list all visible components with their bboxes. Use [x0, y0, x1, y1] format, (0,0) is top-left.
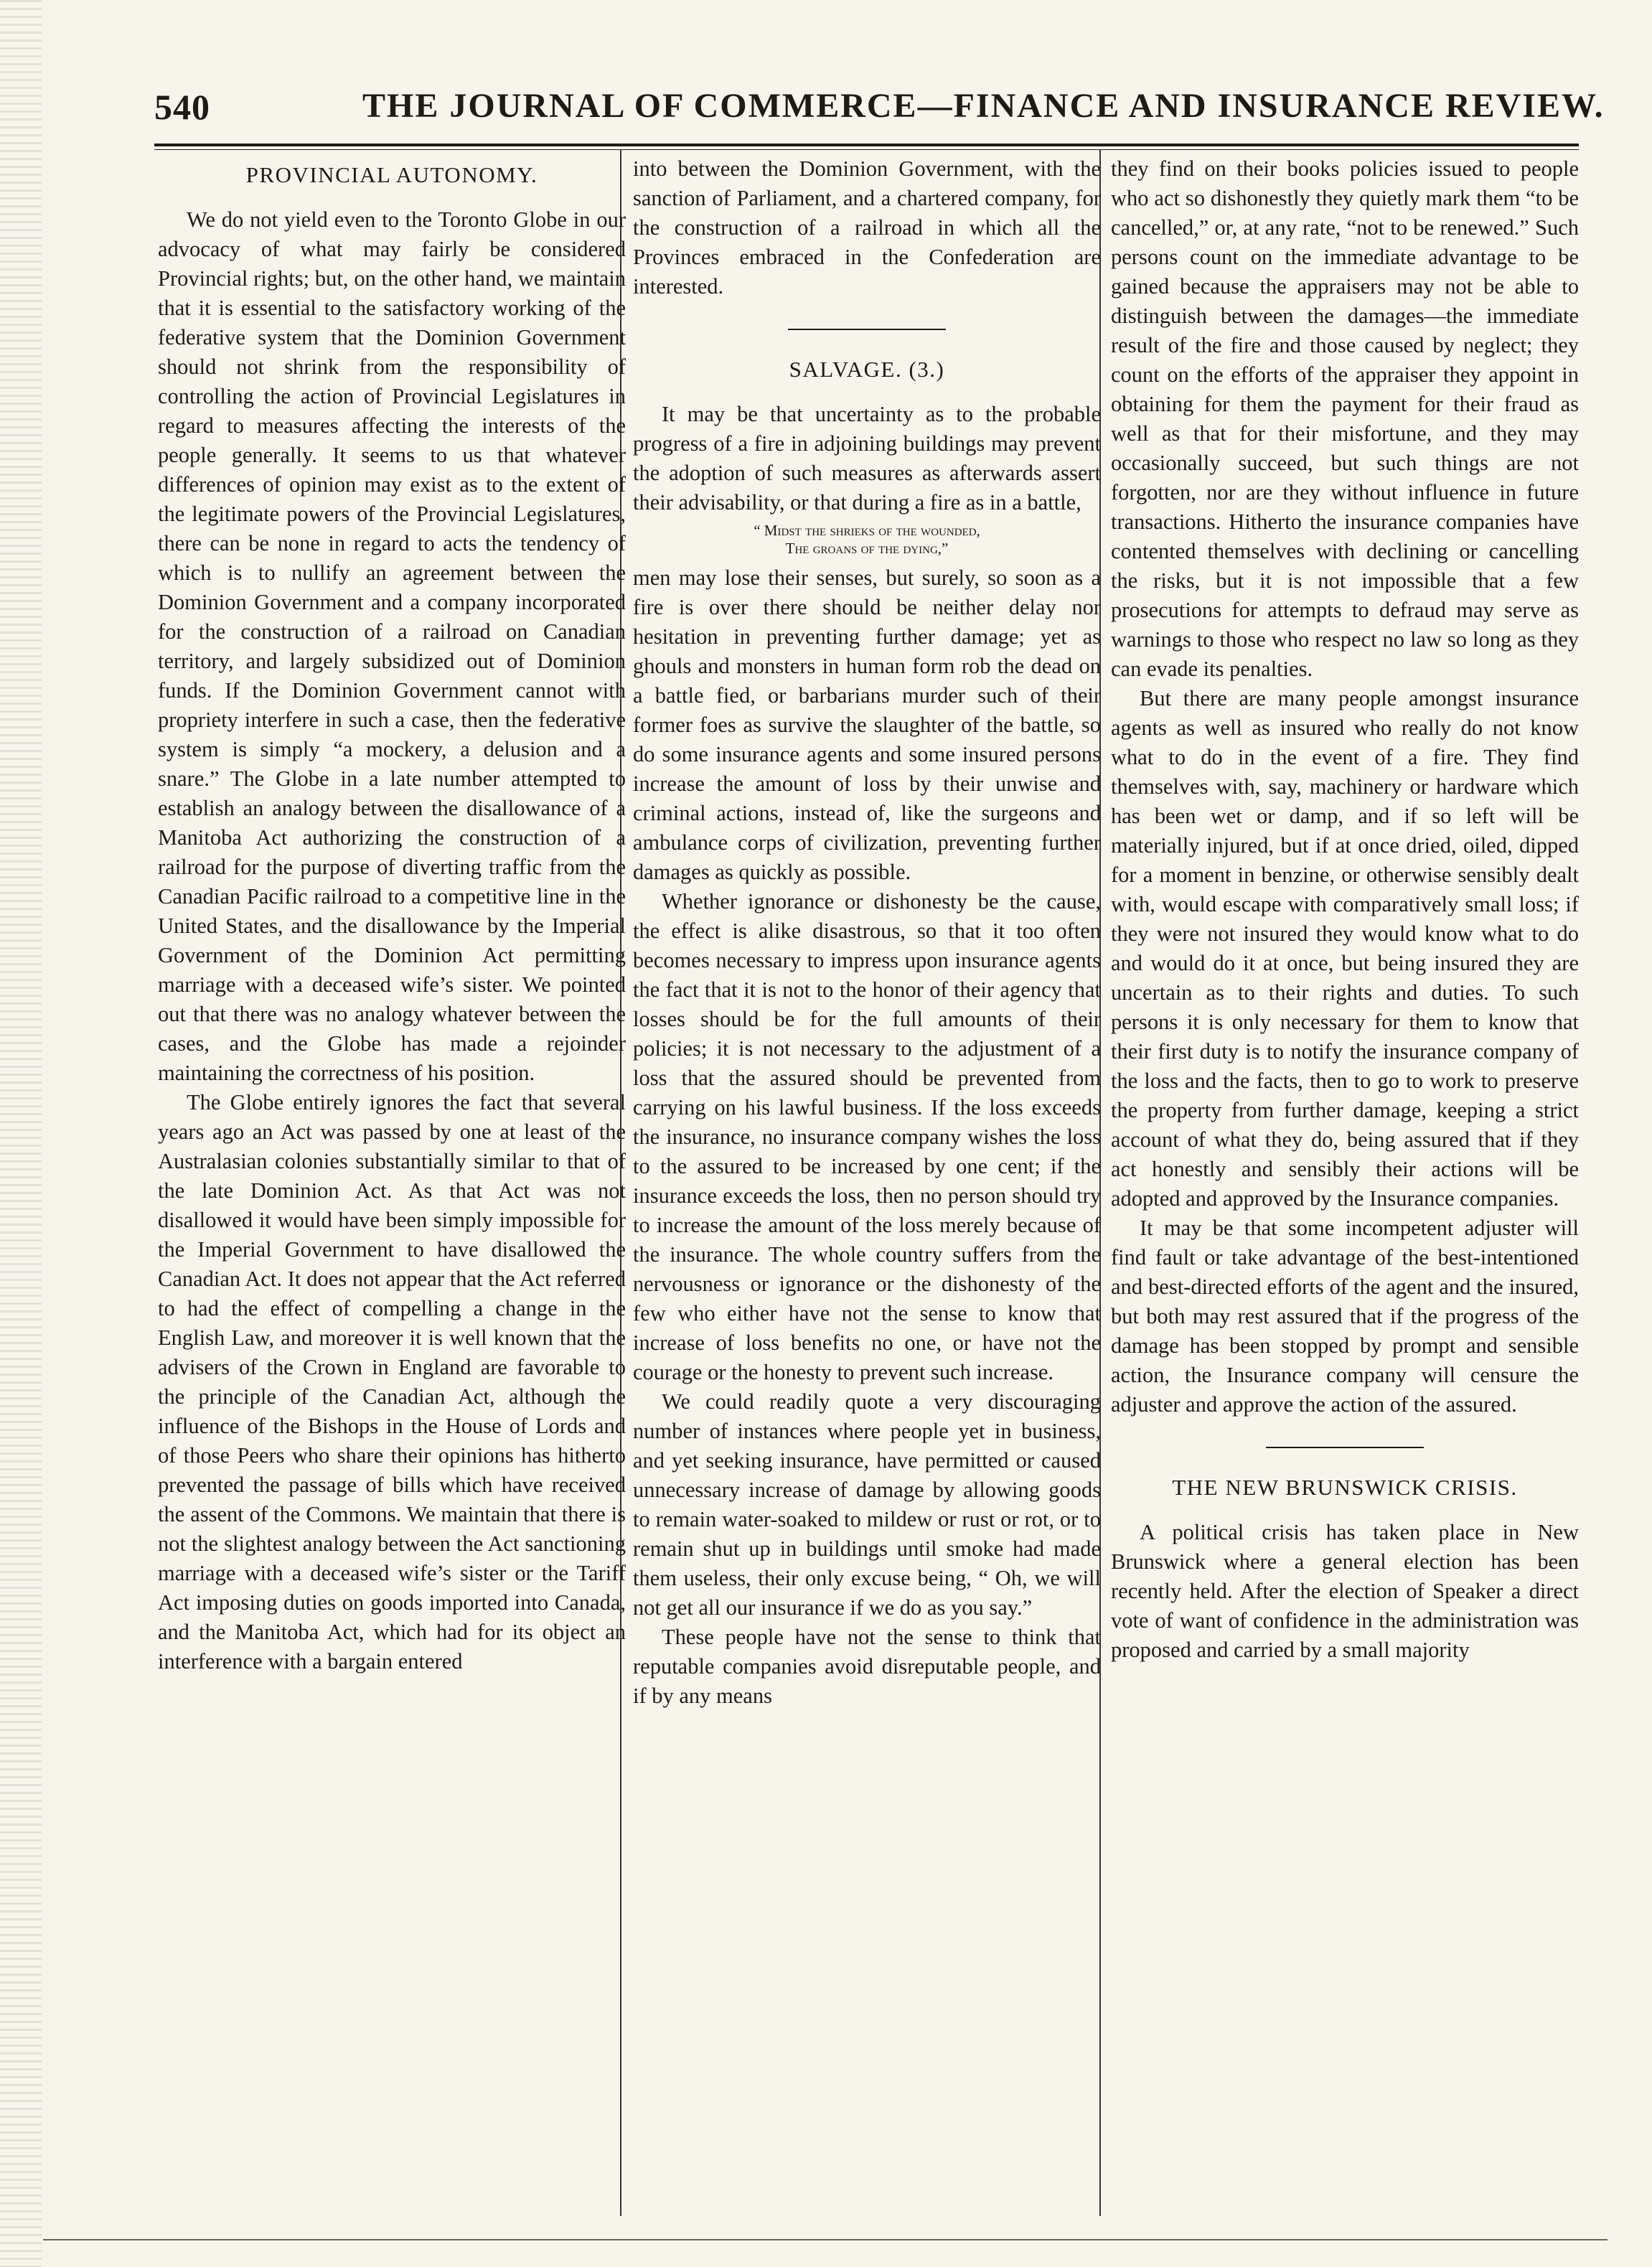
article-paragraph: they find on their books policies issued to people who act so dishonestly they quietly mark them “to be cancelled,” or, at any rate, “not to be renewed.” Such persons count on the immediate advantage to be gained because the appraisers may not be able to distinguish between the damages—the immediate result of the fire and those caused by neglect; they count on the efforts of the appraiser they appoint in obtaining for them the payment for their fraud as well as that for their misfortune, and they may occasionally succeed, but such things are not forgotten, nor are they without influence in future transactions. Hitherto the insurance companies have contented themselves with declining or cancelling the risks, but it is not impossible that a few prosecutions for attempts to defraud may serve as warnings to those who respect no law so long as they can evade its penalties. [1111, 156, 1579, 681]
article-title-salvage: SALVAGE. (3.) [789, 357, 945, 382]
article-title-provincial-autonomy: PROVINCIAL AUTONOMY. [245, 162, 538, 187]
article-paragraph: We do not yield even to the Toronto Globe in our advocacy of what may fairly be considered Provincial rights; but, on the other hand, we maintain that it is essential to the satisfactory working of the federative system that the Dominion Government should not shrink from the responsibility of controlling the action of Provincial Legislatures in regard to measures affecting the interests of the people generally. It seems to us that whatever differences of opinion may exist as to the extent of the legitimate powers of the Provincial Legislatures, there can be none in regard to acts the tendency of which is to nullify an agreement between the Dominion Government and a company incorporated for the construction of a railroad on Canadian territory, and largely subsidized out of Dominion funds. If the Dominion Government cannot with propriety interfere in such a case, then the federative system is simply “a mockery, a delusion and a snare.” The Globe in a late number attempted to establish an analogy between the disallowance of a Manitoba Act authorizing the construction of a railroad for the purpose of diverting traffic from the Canadian Pacific railroad to a competitive line in the United States, and the disallowance by the Imperial Government of the Dominion Act permitting marriage with a deceased wife’s sister. We pointed out that there was no analogy whatever between the cases, and the Globe has made a rejoinder maintaining the correctness of his position. [158, 207, 626, 1085]
article-paragraph: Whether ignorance or dishonesty be the cause, the effect is alike disastrous, so that it too often becomes necessary to impress upon insurance agents the fact that it is not to the honor of their agency that losses should be for the full amounts of their policies; it is not necessary to the adjustment of a loss that the assured should be prevented from carrying on his lawful business. If the loss exceeds the insurance, no insurance company wishes the loss to the assured to be increased by one cent; if the insurance exceeds the loss, then no person should try to increase the amount of the loss merely because of the insurance. The whole country suffers from the nervousness or ignorance or the dishonesty of the few who either have not the sense to know that increase of loss benefits no one, or have not the courage or the honesty to prevent such increase. [633, 889, 1101, 1384]
page-header [154, 80, 1605, 138]
verse-quotation [633, 522, 1101, 558]
article-paragraph: The Globe entirely ignores the fact that several years ago an Act was passed by one at least of the Australasian colonies substantially similar to that of the late Dominion Act. As that Act was not disallowed it would have been simply impossible for the Imperial Government to have disallowed the Canadian Act. It does not appear that the Act referred to had the effect of compelling a change in the English Law, and moreover it is well known that the advisers of the Crown in England are favorable to the principle of the Canadian Act, although the influence of the Bishops in the House of Lords and of those Peers who share their opinions has hitherto prevented the passage of bills which have received the assent of the Commons. We maintain that there is not the slightest analogy between the Act sanctioning marriage with a deceased wife’s sister or the Tariff Act imposing duties on goods imported into Canada, and the Manitoba Act, which had for its object an interference with a bargain entered [158, 1090, 626, 1674]
article-paragraph: A political crisis has taken place in New Brunswick where a general election has been recently held. After the election of Speaker a direct vote of want of confidence in the administration was proposed and carried by a small majority [1111, 1520, 1579, 1662]
section-separator [1266, 1447, 1424, 1448]
article-paragraph: But there are many people amongst insurance agents as well as insured who really do not know what to do in the event of a fire. They find themselves with, say, machinery or hardware which has been wet or damp, and if so left will be materially injured, but if at once dried, oiled, dipped for a moment in benzine, or otherwise sensibly dealt with, would escape with comparatively small loss; if they were not insured they would know what to do and would do it at once, but being insured they are uncertain as to their rights and duties. To such persons it is only necessary for them to know that their first duty is to notify the insurance company of the loss and the facts, then to go to work to preserve the property from further damage, keeping a strict account of what they do, being assured that if they act honestly and sensibly their actions will be adopted and approved by the Insurance companies. [1111, 686, 1579, 1211]
running-head: THE JOURNAL OF COMMERCE—FINANCE AND INSURANCE REVIEW. [362, 87, 1605, 125]
scanned-binding-edge [0, 0, 42, 2267]
verse-line: “ Midst the shrieks of the wounded, [754, 522, 980, 539]
header-rule [154, 144, 1579, 146]
section-separator [788, 329, 946, 330]
article-title-new-brunswick: THE NEW BRUNSWICK CRISIS. [1172, 1475, 1518, 1500]
column-2 [633, 154, 1101, 1711]
article-paragraph: These people have not the sense to think that reputable companies avoid disreputable people, and if by any means [633, 1625, 1101, 1708]
page-number: 540 [154, 87, 210, 127]
article-paragraph: It may be that uncertainty as to the probable progress of a fire in adjoining buildings may prevent the adoption of such measures as afterwards assert their advisability, or that during a fire as in a battle, [633, 402, 1101, 515]
article-paragraph: We could readily quote a very discouraging number of instances where people yet in business, and yet seeking insurance, have permitted or caused unnecessary increase of damage by allowing goods to remain water-soaked to mildew or rust or rot, or to remain shut up in buildings until smoke had made them useless, their only excuse being, “ Oh, we will not get all our insurance if we do as you say.” [633, 1389, 1101, 1620]
article-paragraph: It may be that some incompetent adjuster will find fault or take advantage of the best-intentioned and best-directed efforts of the agent and the insured, but both may rest assured that if the progress of the damage has been stopped by prompt and sensible action, the Insurance company will censure the adjuster and approve the action of the assured. [1111, 1216, 1579, 1417]
verse-line: The groans of the dying,” [785, 540, 949, 557]
article-continuation: into between the Dominion Government, with the sanction of Parliament, and a chartered company, for the construction of a railroad in which all the Provinces embraced in the Confederation are interested. [633, 156, 1101, 299]
article-paragraph: men may lose their senses, but surely, so soon as a fire is over there should be neither delay nor hesitation in preventing further damage; yet as ghouls and monsters in human form rob the dead on a battle fied, or barbarians murder such of their former foes as survive the slaughter of the battle, so do some insurance agents and some insured persons increase the amount of loss by their unwise and criminal actions, instead of, like the surgeons and ambulance corps of civilization, preventing further damages as quickly as possible. [633, 565, 1101, 884]
column-1 [158, 154, 626, 1676]
header-rule-thin [154, 149, 1579, 150]
column-3 [1111, 154, 1579, 1665]
page-bottom-edge [43, 2239, 1608, 2240]
